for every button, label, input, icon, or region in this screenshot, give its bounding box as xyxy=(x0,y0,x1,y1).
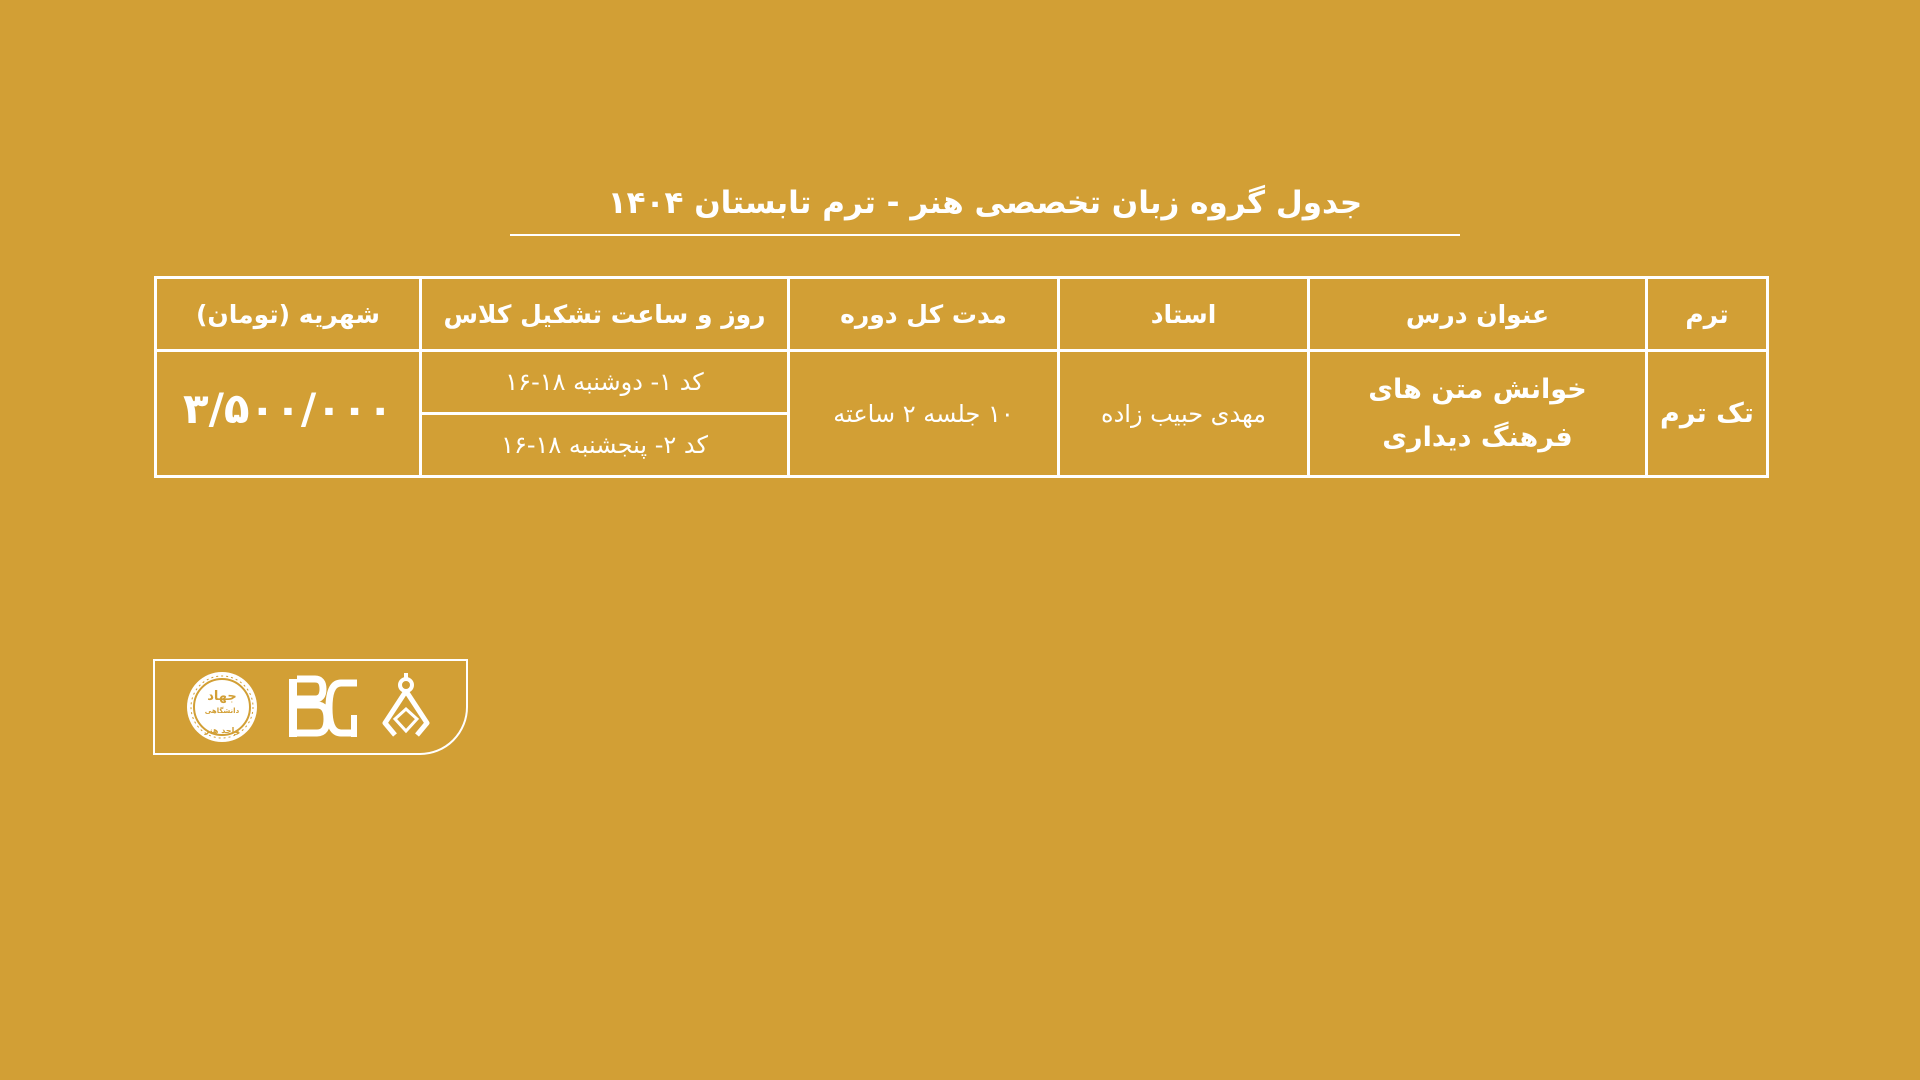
monogram-logo-icon xyxy=(287,675,359,741)
course-schedule-table xyxy=(154,276,1769,478)
cell-fee: ۳/۵۰۰/۰۰۰ xyxy=(156,351,421,477)
seal-main-text: جهاد xyxy=(207,689,237,704)
header-duration: مدت کل دوره xyxy=(789,278,1059,351)
cell-course-title: خوانش متن های فرهنگ دیداری xyxy=(1309,351,1647,477)
table-header-row xyxy=(156,278,1768,351)
seal-sub-text: دانشگاهی xyxy=(204,707,240,715)
header-schedule: روز و ساعت تشکیل کلاس xyxy=(421,278,789,351)
page-title: جدول گروه زبان تخصصی هنر - ترم تابستان ۱۴۰۴ xyxy=(607,185,1363,221)
cell-schedule-code-1: کد ۱- دوشنبه ۱۸-۱۶ xyxy=(421,351,789,414)
logo-bar xyxy=(153,659,468,755)
header-instructor: استاد xyxy=(1059,278,1309,351)
seal-unit-text: واحد هنر xyxy=(204,726,240,735)
table-row xyxy=(156,351,1768,414)
title-divider xyxy=(510,234,1460,236)
cell-duration: ۱۰ جلسه ۲ ساعته xyxy=(789,351,1059,477)
cell-term: تک ترم xyxy=(1647,351,1768,477)
header-course-title: عنوان درس xyxy=(1309,278,1647,351)
header-term: ترم xyxy=(1647,278,1768,351)
cell-schedule-code-2: کد ۲- پنجشنبه ۱۸-۱۶ xyxy=(421,414,789,477)
jahad-seal-icon xyxy=(185,670,259,744)
header-fee: شهریه (تومان) xyxy=(156,278,421,351)
compass-logo-icon xyxy=(381,673,431,741)
cell-instructor: مهدی حبیب زاده xyxy=(1059,351,1309,477)
